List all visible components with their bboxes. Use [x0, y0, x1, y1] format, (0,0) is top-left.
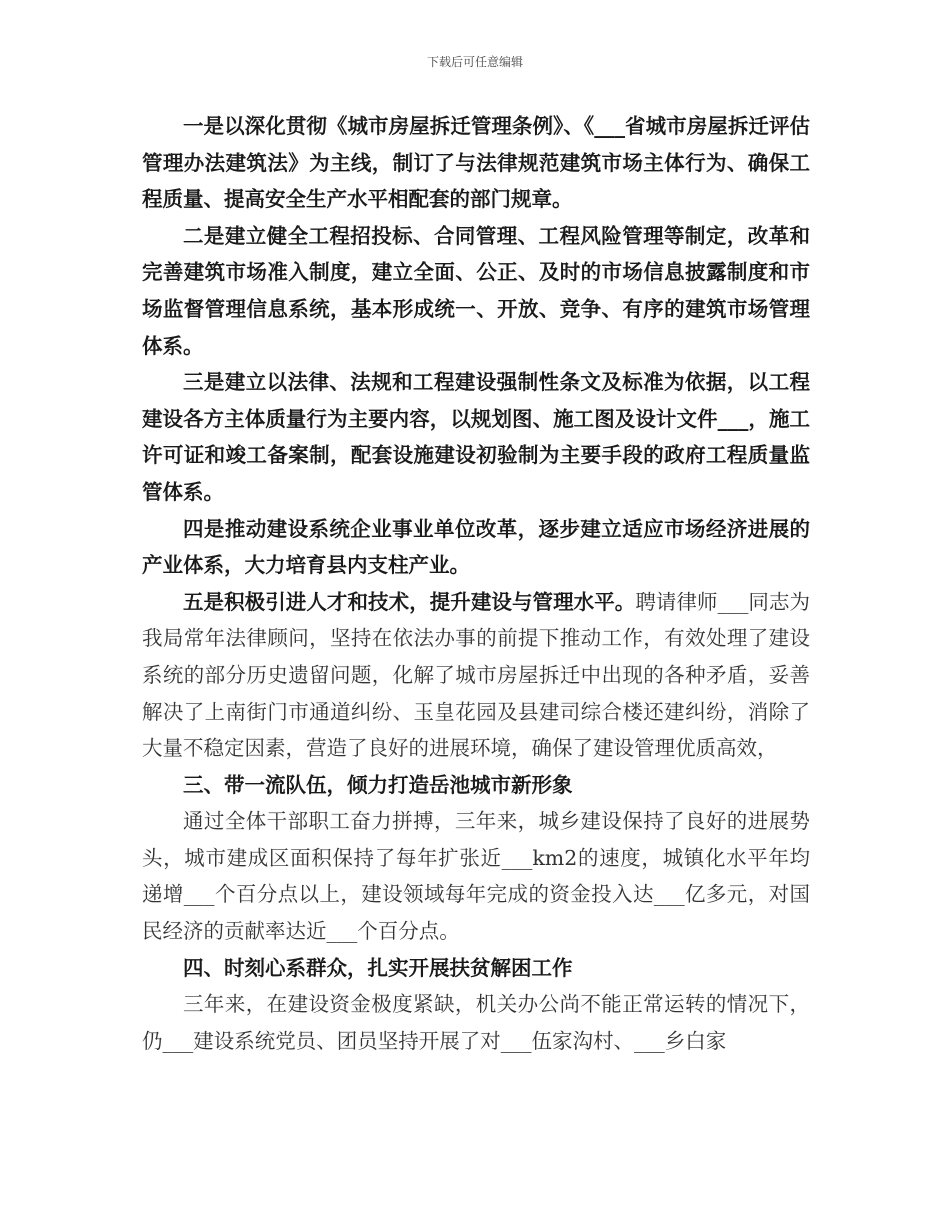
paragraph-enterprise-reform: 四是推动建设系统企业事业单位改革，逐步建立适应市场经济进展的产业体系，大力培育县内支柱产业。 — [142, 516, 810, 578]
paragraph-quality-supervision: 三是建立以法律、法规和工程建设强制性条文及标准为依据，以工程建设各方主体质量行为主要内容，以规划图、施工图及设计文件___，施工许可证和竣工备案制，配套设施建设初验制为主要手段的政府工程质量监管体系。 — [142, 370, 810, 504]
page-header: 下载后可任意编辑 — [426, 55, 523, 69]
paragraph-poverty-relief: 三年来，在建设资金极度紧缺，机关办公尚不能正常运转的情况下，仍___建设系统党员、团员坚持开展了对___伍家沟村、___乡白家 — [142, 992, 810, 1053]
paragraph-lead-sentence: 五是积极引进人才和技术，提升建设与管理水平。 — [183, 589, 636, 614]
paragraph-regulations: 一是以深化贯彻《城市房屋拆迁管理条例》、《___省城市房屋拆迁评估管理办法建筑法》为主线，制订了与法律规范建筑市场主体行为、确保工程质量、提高安全生产水平相配套的部门规章。 — [142, 114, 810, 212]
paragraph-market-system: 二是建立健全工程招投标、合同管理、工程风险管理等制定，改革和完善建筑市场准入制度，建立全面、公正、及时的市场信息披露制度和市场监督管理信息系统，基本形成统一、开放、竞争、有序的建筑市场管理体系。 — [142, 223, 810, 358]
paragraph-talent-technology — [142, 584, 810, 767]
section-heading-4: 四、时刻心系群众，扎实开展扶贫解困工作 — [183, 955, 573, 980]
section-heading-3: 三、带一流队伍，倾力打造岳池城市新形象 — [183, 772, 573, 797]
paragraph-urban-progress: 通过全体干部职工奋力拼搏，三年来，城乡建设保持了良好的进展势头，城市建成区面积保持了每年扩张近___km2的速度，城镇化水平年均递增___个百分点以上，建设领域每年完成的资金投入达___亿多元，对国民经济的贡献率达近___个百分点。 — [142, 809, 810, 944]
document-body — [142, 108, 810, 1059]
paragraph-body-text: 聘请律师___同志为我局常年法律顾问，坚持在依法办事的前提下推动工作，有效处理了建设系统的部分历史遗留问题，化解了城市房屋拆迁中出现的各种矛盾，妥善解决了上南街门市通道纠纷、玉皇花园及县建司综合楼还建纠纷，消除了大量不稳定因素，营造了良好的进展环境，确保了建设管理优质高效， — [142, 589, 811, 761]
